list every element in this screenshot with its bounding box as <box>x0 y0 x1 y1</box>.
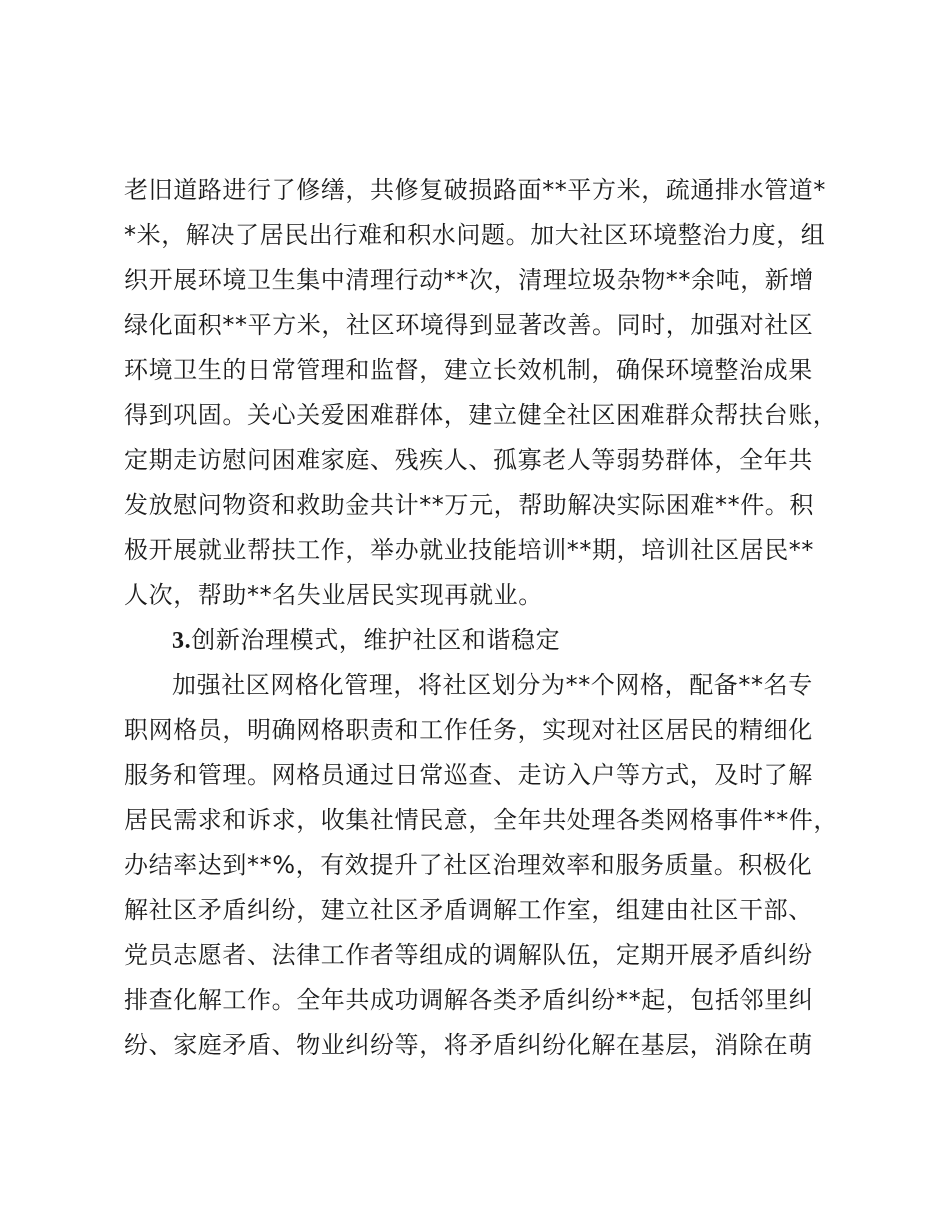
paragraph-1-line: 得到巩固。关心关爱困难群体，建立健全社区困难群众帮扶台账， <box>124 401 838 429</box>
paragraph-2-line: 党员志愿者、法律工作者等组成的调解队伍，定期开展矛盾纠纷 <box>124 941 813 969</box>
paragraph-2-line: 办结率达到**%，有效提升了社区治理效率和服务质量。积极化 <box>124 851 813 879</box>
paragraph-2-line: 服务和管理。网格员通过日常巡查、走访入户等方式，及时了解 <box>124 761 813 789</box>
section-heading <box>124 618 844 663</box>
paragraph-1-line: 环境卫生的日常管理和监督，建立长效机制，确保环境整治成果 <box>124 356 813 384</box>
paragraph-1-line: 绿化面积**平方米，社区环境得到显著改善。同时，加强对社区 <box>124 311 814 339</box>
paragraph-2-line: 纷、家庭矛盾、物业纠纷等，将矛盾纠纷化解在基层，消除在萌 <box>124 1031 813 1059</box>
paragraph-2-line: 职网格员，明确网格职责和工作任务，实现对社区居民的精细化 <box>124 716 813 744</box>
paragraph-1-line: 织开展环境卫生集中清理行动**次，清理垃圾杂物**余吨，新增 <box>124 266 814 294</box>
paragraph-1-line: 人次，帮助**名失业居民实现再就业。 <box>124 581 543 609</box>
section-heading-number: 3. <box>172 628 192 654</box>
paragraph-2-line: 居民需求和诉求，收集社情民意，全年共处理各类网格事件**件， <box>124 806 838 834</box>
paragraph-2 <box>124 663 844 1068</box>
paragraph-1-line: *米，解决了居民出行难和积水问题。加大社区环境整治力度，组 <box>124 221 826 249</box>
paragraph-1-line: 发放慰问物资和救助金共计**万元，帮助解决实际困难**件。积 <box>124 491 814 519</box>
paragraph-1 <box>124 168 844 618</box>
paragraph-2-line: 排查化解工作。全年共成功调解各类矛盾纠纷**起，包括邻里纠 <box>124 986 814 1014</box>
paragraph-1-line: 老旧道路进行了修缮，共修复破损路面**平方米，疏通排水管道* <box>124 176 826 204</box>
paragraph-1-line: 定期走访慰问困难家庭、残疾人、孤寡老人等弱势群体，全年共 <box>124 446 813 474</box>
paragraph-1-line: 极开展就业帮扶工作，举办就业技能培训**期，培训社区居民** <box>124 536 814 564</box>
document-page <box>124 168 844 1068</box>
paragraph-2-line: 加强社区网格化管理，将社区划分为**个网格，配备**名专 <box>172 671 813 699</box>
paragraph-2-line: 解社区矛盾纠纷，建立社区矛盾调解工作室，组建由社区干部、 <box>124 896 813 924</box>
section-heading-title: 创新治理模式，维护社区和谐稳定 <box>191 626 561 654</box>
